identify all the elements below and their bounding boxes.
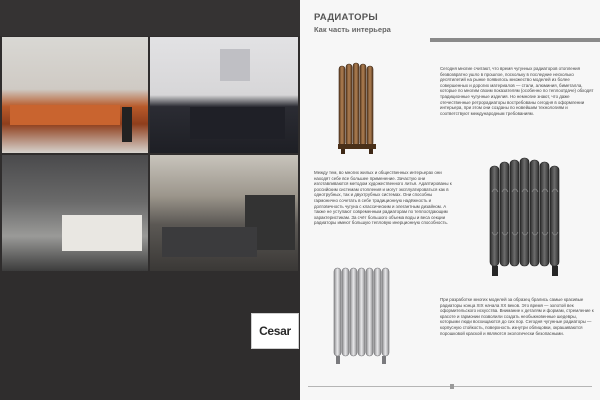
cesar-logo: Cesar [251, 313, 299, 349]
silver-radiator-icon [330, 262, 392, 366]
classic-island [162, 227, 257, 257]
orange-counter [10, 105, 120, 125]
dark-radiator-icon [486, 152, 570, 280]
page-subtitle: Как часть интерьера [314, 25, 391, 34]
middle-paragraph: Между тем, во многих жилых и общественных интерьерах они находят себе все большее применение. Зачастую они изготавливаются методом художественного литья. Адаптированы к российским системам отопления и могут эксплуатироваться как в однотрубных, так и двухтрубных системах. Они способны гармонично сочетать в себе традиционную надёжность и долговечность чугуна с классическим и элегантным дизайном. А также не уступают современным радиаторам по теплоотдающим характеристикам. За счёт большого объема воды и веса секции радиаторы имеют большую тепловую инерционную способность. [314, 170, 452, 226]
page-number-mark [450, 384, 454, 389]
bronze-radiator-icon [336, 58, 380, 154]
kitchen-photo-classic [150, 155, 298, 271]
kitchen-photo-modern-gray [2, 155, 148, 271]
intro-paragraph: Сегодня многие считают, что время чугунных радиаторов отопления безвозвратно ушло в прошлое, поскольку в последние несколько десятилетий на рынке появилось множество моделей из более совершенных и дорогих материалов — стали, алюминия, биметалла, которые по многим своим показателям (особенно по теплоотдаче) обходят традиционные чугунные изделия. Но немногие знают, что даже отечественные ретрорадиаторы востребованы сегодня в оформлении интерьера, при этом они созданы по новейшим технологиям и соответствуют международным требованиям. [440, 66, 594, 116]
title-divider [430, 38, 600, 42]
closing-paragraph: При разработке многих моделей за образец брались самые красивые радиаторы конца XIX начала XX веков. Это время — золотой век оформительского искусства. Внимание к деталям и формам, стремление к красоте и гармонии позволили создать необыкновенные шедевры, которыми люди восхищаются до сих пор. Сегодня чугунные радиаторы — корпусную стойкость, поверхность изнутри облицовки, окрашиваются порошковой краской и являются экологически безопасными. [440, 297, 594, 336]
range-hood [220, 49, 250, 81]
dark-island [190, 107, 285, 139]
white-island [62, 215, 142, 251]
kitchen-photo-dark-island [150, 37, 298, 153]
bar-stool [122, 107, 132, 142]
right-page [300, 0, 600, 400]
page-title: РАДИАТОРЫ [314, 12, 378, 23]
kitchen-photo-orange [2, 37, 148, 153]
left-page-top-band [0, 0, 300, 36]
